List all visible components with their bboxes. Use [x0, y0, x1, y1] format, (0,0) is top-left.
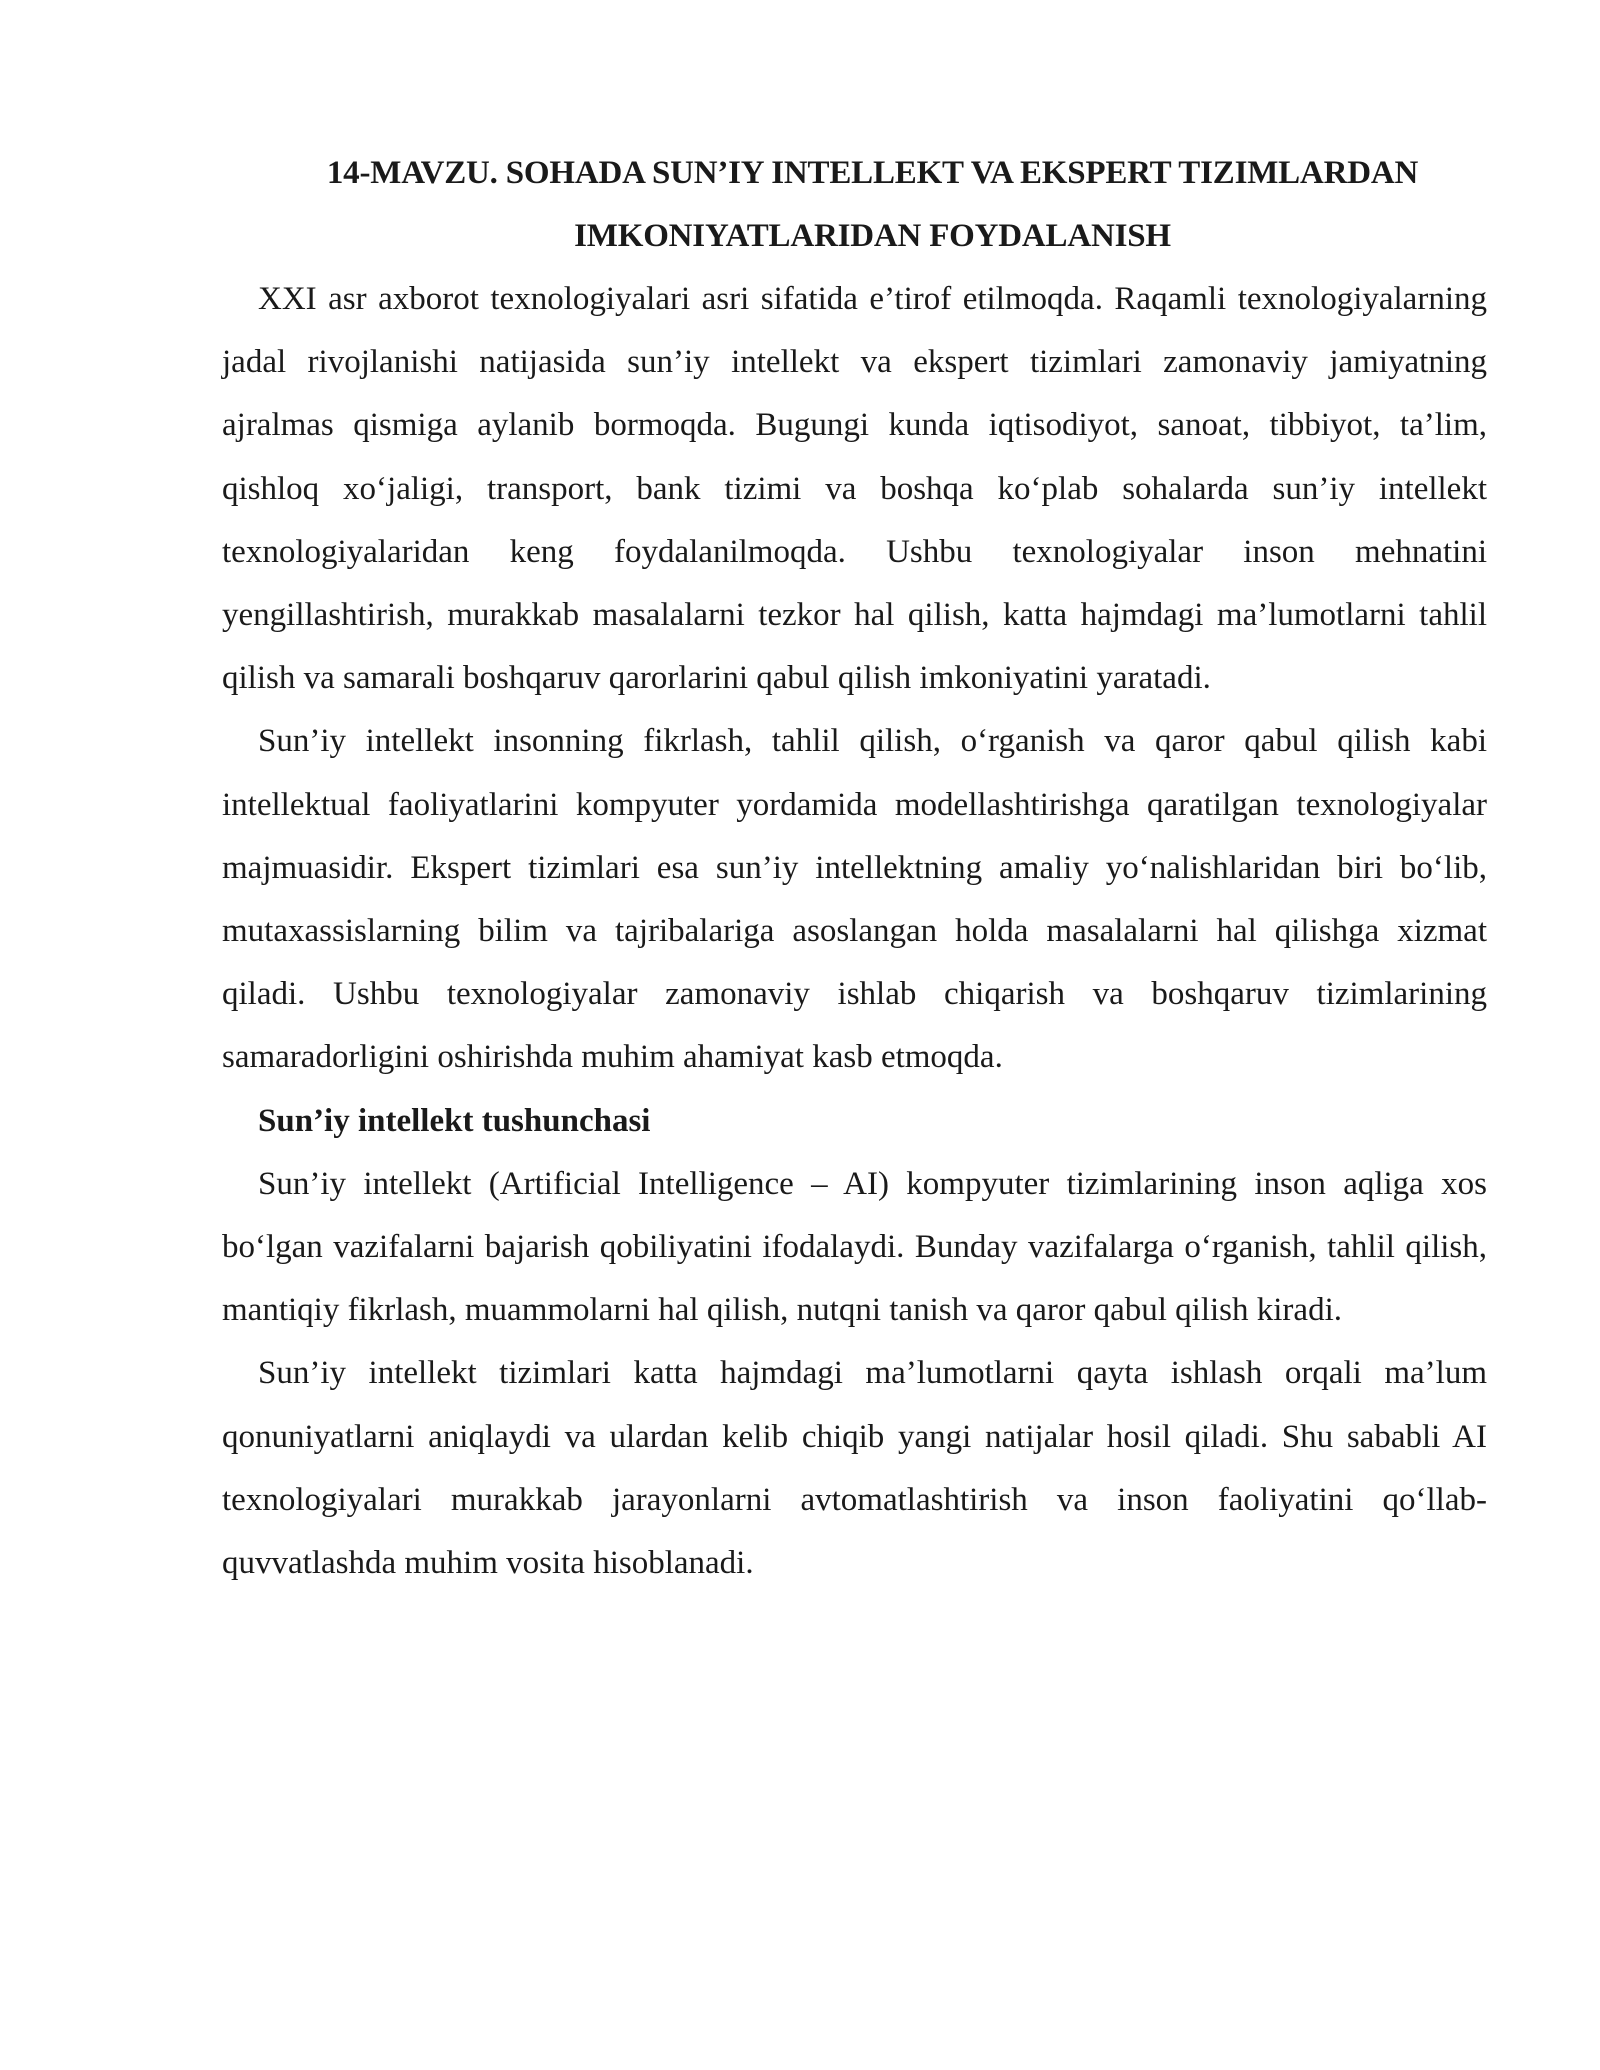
paragraph-3: Sun’iy intellekt (Artificial Intelligence – AI) kompyuter tizimlarining inson aqliga xos bo‘lgan vazifalarni bajarish qobiliyatini ifodalaydi. Bunday vazifalarga o‘rganish, tahlil qilish, mantiqiy fikrlash, muammolarni hal qilish, nutqni tanish va qaror qabul qilish kiradi. [222, 1165, 1487, 1329]
paragraph-1: XXI asr axborot texnologiyalari asri sifatida e’tirof etilmoqda. Raqamli texnologiyalarning jadal rivojlanishi natijasida sun’iy intellekt va ekspert tizimlari zamonaviy jamiyatning ajralmas qismiga aylanib bormoqda. Bugungi kunda iqtisodiyot, sanoat, tibbiyot, ta’lim, qishloq xo‘jaligi, transport, bank tizimi va boshqa ko‘plab sohalarda sun’iy intellekt texnologiyalaridan keng foydalanilmoqda. Ushbu texnologiyalar inson mehnatini yengillashtirish, murakkab masalalarni tezkor hal qilish, katta hajmdagi ma’lumotlarni tahlil qilish va samarali boshqaruv qarorlarini qabul qilish imkoniyatini yaratadi. [222, 281, 1487, 697]
document-title [222, 142, 1487, 268]
paragraph-2: Sun’iy intellekt insonning fikrlash, tahlil qilish, o‘rganish va qaror qabul qilish kabi intellektual faoliyatlarini kompyuter yordamida modellashtirishga qaratilgan texnologiyalar majmuasidir. Ekspert tizimlari esa sun’iy intellektning amaliy yo‘nalishlaridan biri bo‘lib, mutaxassislarning bilim va tajribalariga asoslangan holda masalalarni hal qilishga xizmat qiladi. Ushbu texnologiyalar zamonaviy ishlab chiqarish va boshqaruv tizimlarining samaradorligini oshirishda muhim ahamiyat kasb etmoqda. [222, 723, 1487, 1076]
section-heading: Sun’iy intellekt tushunchasi [258, 1102, 651, 1139]
document-page [222, 142, 1487, 1595]
title-line-2: IMKONIYATLARIDAN FOYDALANISH [574, 218, 1171, 254]
title-line-1: 14-MAVZU. SOHADA SUN’IY INTELLEKT VA EKSPERT TIZIMLARDAN [326, 155, 1419, 191]
paragraph-4: Sun’iy intellekt tizimlari katta hajmdagi ma’lumotlarni qayta ishlash orqali ma’lum qonuniyatlarni aniqlaydi va ulardan kelib chiqib yangi natijalar hosil qiladi. Shu sababli AI texnologiyalari murakkab jarayonlarni avtomatlashtirish va inson faoliyatini qo‘llab-quvvatlashda muhim vosita hisoblanadi. [222, 1355, 1487, 1582]
